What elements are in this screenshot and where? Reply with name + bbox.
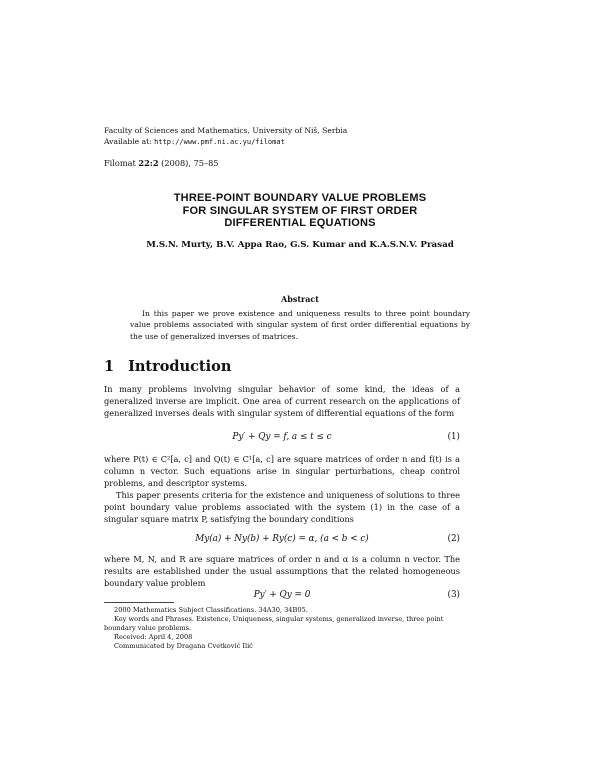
- journal-volume: 22:2: [138, 158, 159, 168]
- equation-3-number: (3): [447, 590, 460, 600]
- paper-title: [100, 192, 500, 230]
- available-prefix: Available at:: [104, 137, 152, 146]
- paragraph-3: This paper presents criteria for the existence and uniqueness of solutions to three point boundary value problems associated with the system (1) in the case of a singular square matrix P, satisfying the boundary conditions: [104, 490, 460, 525]
- journal-year-pages: (2008), 75–85: [161, 158, 219, 168]
- footnote-msc: 2000 Mathematics Subject Classifications. 34A30, 34B05.: [114, 606, 308, 614]
- abstract-text: In this paper we prove existence and uniqueness results to three point boundary value problems associated with singular system of first order differential equations by the use of generalized inverses of matrices.: [130, 309, 470, 341]
- section-title: Introduction: [128, 358, 232, 375]
- section-heading: [104, 358, 231, 375]
- paragraph-2: where P(t) ∈ C²[a, c] and Q(t) ∈ C¹[a, c] are square matrices of order n and f(t) is a column n vector. Such equations arise in singular perturbations, cheap control problems, and descriptor systems.: [104, 454, 460, 489]
- equation-1-body: Py′ + Qy = f, a ≤ t ≤ c: [232, 432, 332, 442]
- title-line-1: THREE-POINT BOUNDARY VALUE PROBLEMS: [173, 192, 427, 204]
- journal-url-link[interactable]: http://www.pmf.ni.ac.yu/filomat: [154, 138, 285, 146]
- footnote-rule: [104, 602, 174, 603]
- availability-line: [104, 137, 285, 147]
- authors: M.S.N. Murty, B.V. Appa Rao, G.S. Kumar and K.A.S.N.V. Prasad: [146, 240, 454, 250]
- affiliation: Faculty of Sciences and Mathematics, University of Niš, Serbia: [104, 126, 348, 135]
- paragraph-1: In many problems involving singular behavior of some kind, the ideas of a generalized inverse are implicit. One area of current research on the applications of generalized inverses deals with singular system of differential equations of the form: [104, 384, 460, 419]
- equation-3-body: Py′ + Qy = 0: [253, 590, 311, 600]
- journal-citation: [104, 158, 219, 168]
- title-line-3: DIFFERENTIAL EQUATIONS: [224, 217, 376, 229]
- title-line-2: FOR SINGULAR SYSTEM OF FIRST ORDER: [182, 204, 418, 217]
- footnotes: [104, 606, 460, 651]
- journal-name: Filomat: [104, 158, 136, 168]
- equation-2-body: My(a) + Ny(b) + Ry(c) = α, (a < b < c): [195, 534, 369, 544]
- abstract-heading: Abstract: [281, 294, 319, 304]
- equation-2-number: (2): [447, 534, 460, 544]
- footnote-keywords: Key words and Phrases. Existence, Uniqueness, singular systems, generalized inverse, three point boundary value problems.: [104, 615, 444, 632]
- equation-1-number: (1): [447, 432, 460, 442]
- section-number: 1: [104, 358, 115, 375]
- paragraph-4: where M, N, and R are square matrices of order n and α is a column n vector. The results are established under the usual assumptions that the related homogeneous boundary value problem: [104, 554, 460, 589]
- footnote-communicated: Communicated by Dragana Cvetković Ilić: [114, 642, 253, 650]
- footnote-received: Received: April 4, 2008: [114, 633, 193, 641]
